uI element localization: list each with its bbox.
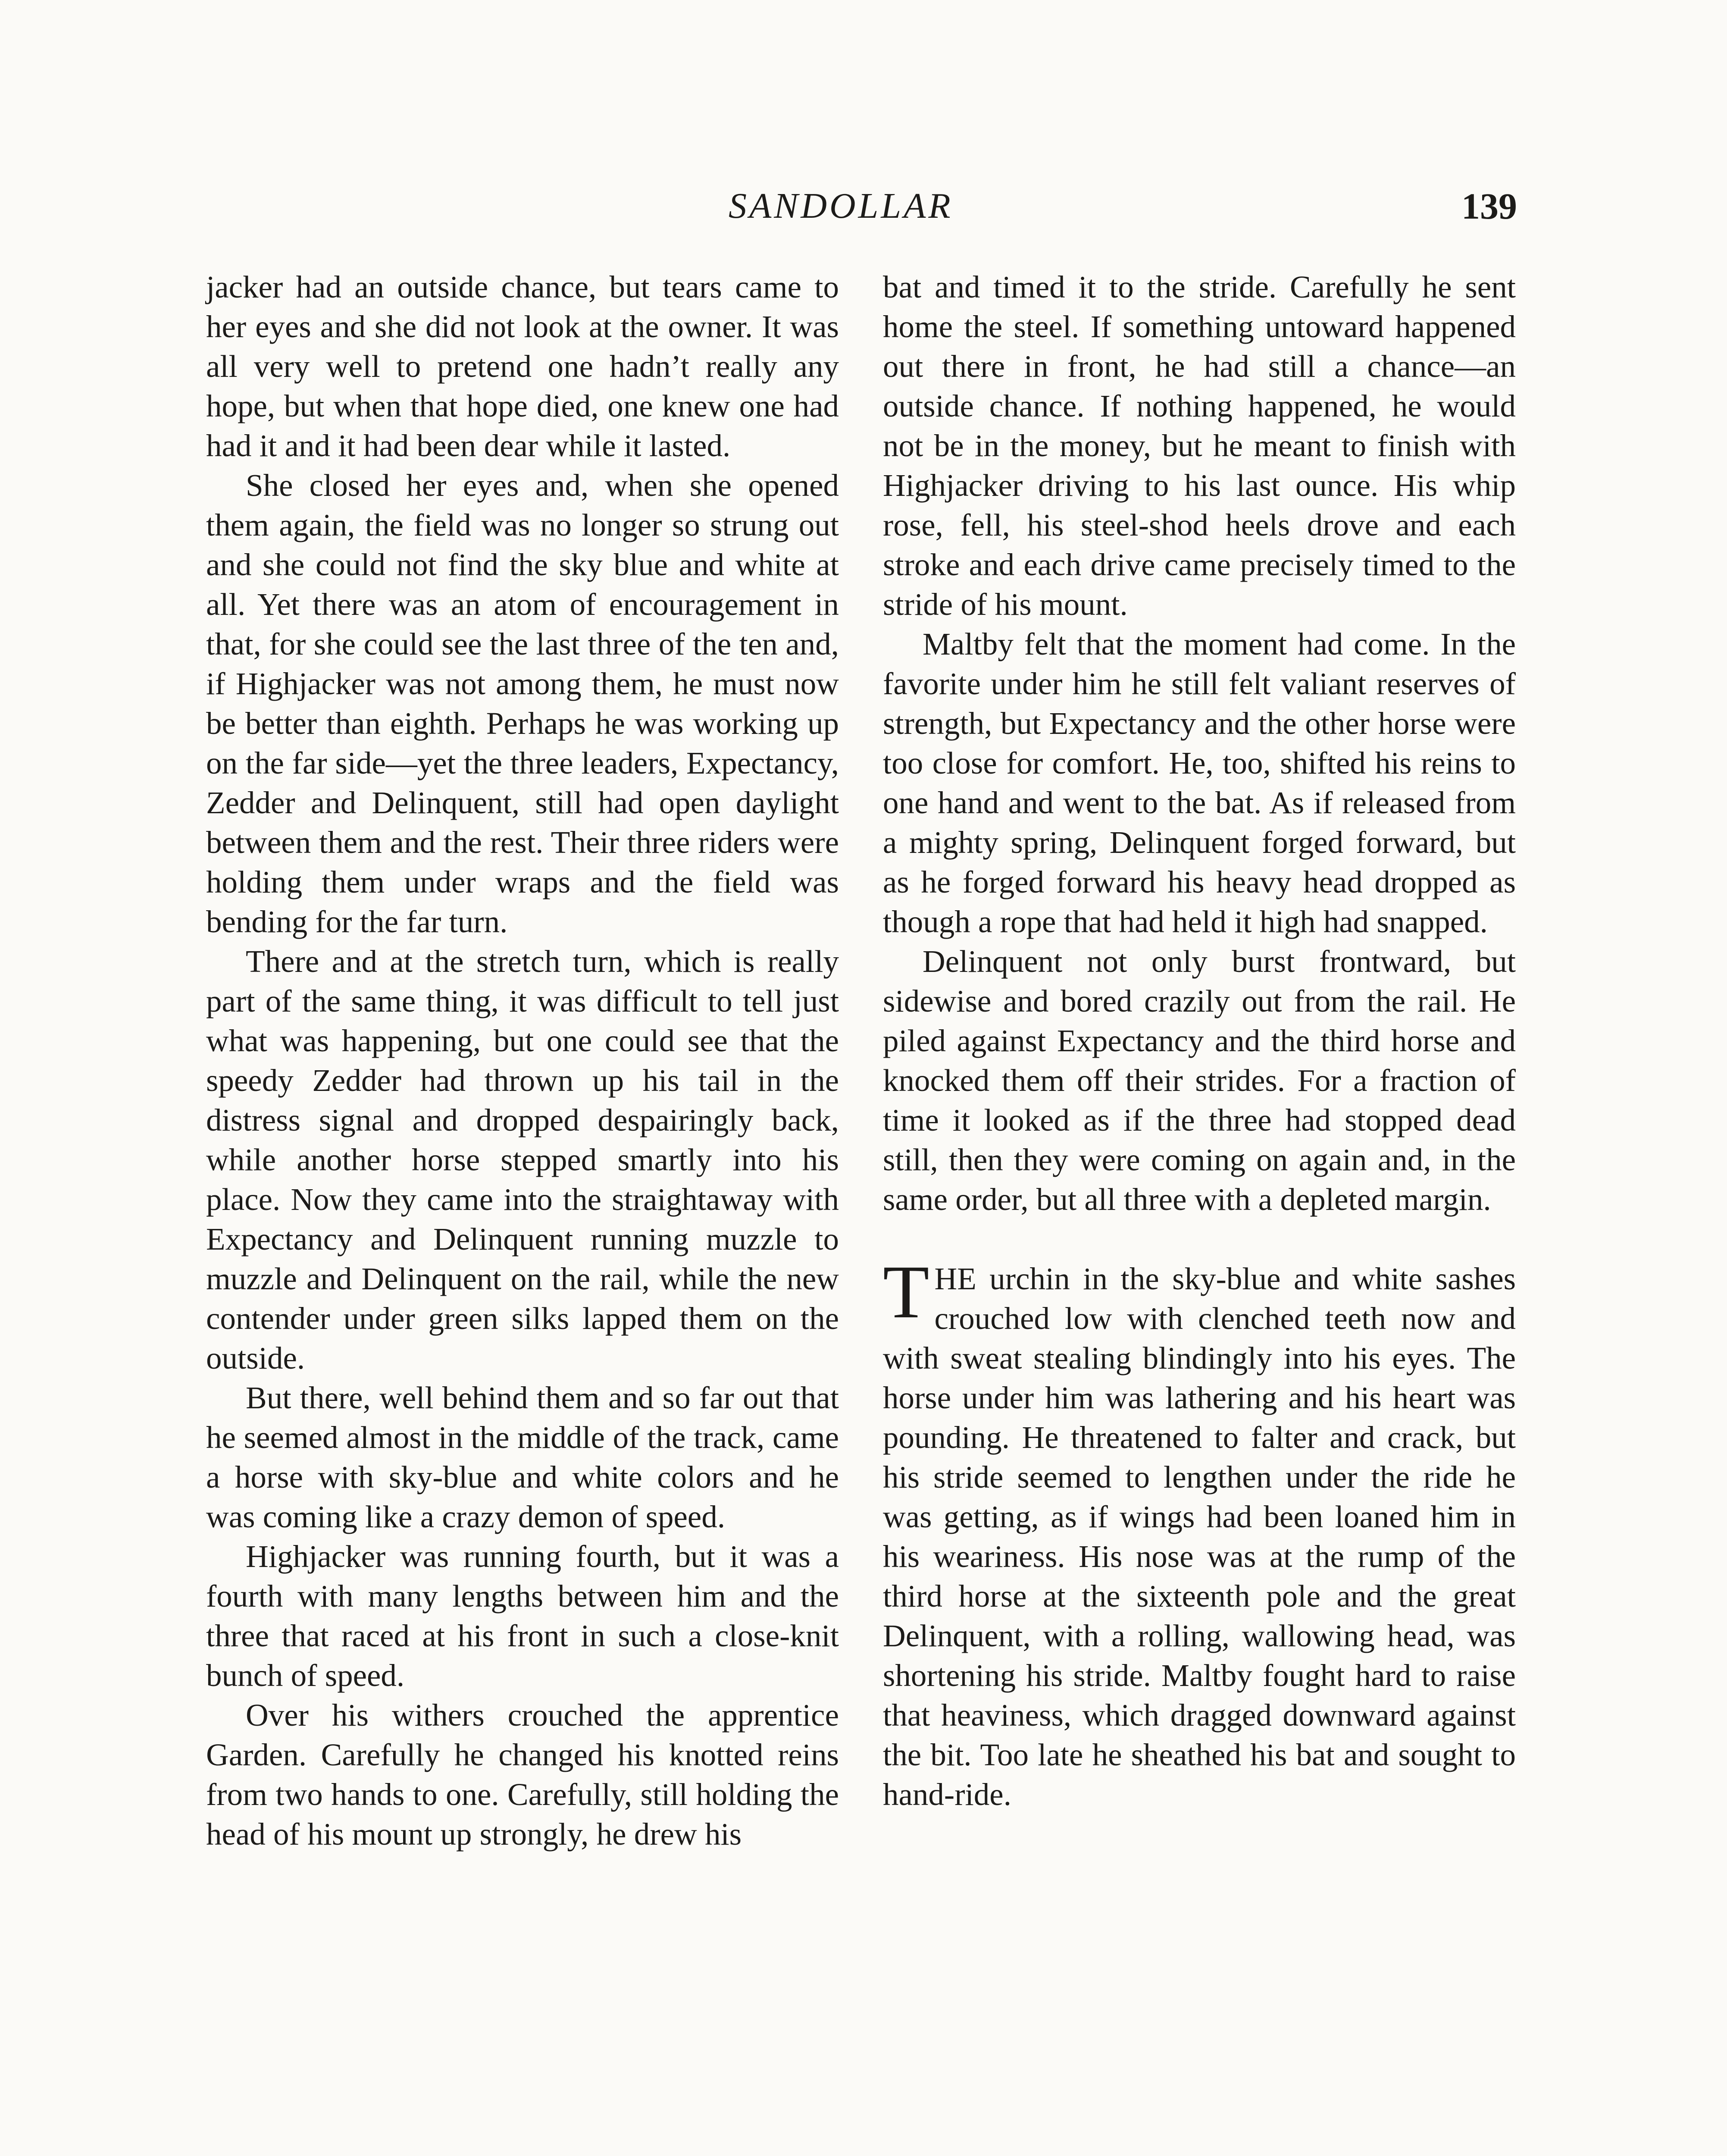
section-break [883,1219,1516,1259]
paragraph: Highjacker was running fourth, but it was a fourth with many lengths between him and the three that raced at his front in such a close-knit bunch of speed. [206,1539,839,1693]
paragraph: bat and timed it to the stride. Carefully he sent home the steel. If something untoward happened out there in front, he had still a chance—an outside chance. If nothing happened, he would not be in the money, but he meant to finish with Highjacker driving to his last ounce. His whip rose, fell, his steel-shod heels drove and each stroke and each drive came precisely timed to the stride of his mount. [883,270,1516,622]
paragraph: Maltby felt that the moment had come. In the favorite under him he still felt valiant reserves of strength, but Expectancy and the other horse were too close for comfort. He, too, shifted his reins to one hand and went to the bat. As if released from a mighty spring, Delinquent forged forward, but as he forged forward his heavy head dropped as though a rope that had held it high had snapped. [883,627,1516,939]
right-column [883,267,1516,1814]
section-text: HE urchin in the sky-blue and white sashes crouched low with clenched teeth now and with sweat stealing blindingly into his eyes. The horse under him was lathering and his heart was pounding. He threatened to falter and crack, but his stride seemed to lengthen under the ride he was getting, as if wings had been loaned him in his weariness. His nose was at the rump of the third horse at the sixteenth pole and the great Delinquent, with a rolling, wallowing head, was shortening his stride. Maltby fought hard to raise that heaviness, which dragged downward against the bit. Too late he sheathed his bat and sought to hand-ride. [883,1261,1516,1812]
left-column [206,267,839,1854]
paragraph: Delinquent not only burst frontward, but sidewise and bored crazily out from the rail. He piled against Expectancy and the third horse and knocked them off their strides. For a fraction of time it looked as if the three had stopped dead still, then they were coming on again and, in the same order, but all three with a depleted margin. [883,944,1516,1217]
paragraph: But there, well behind them and so far out that he seemed almost in the middle of the track, came a horse with sky-blue and white colors and he was coming like a crazy demon of speed. [206,1380,839,1534]
section-opening-paragraph [883,1250,1516,1814]
running-title: SANDOLLAR [729,186,953,226]
paragraph: Over his withers crouched the apprentice Garden. Carefully he changed his knotted reins from two hands to one. Carefully, still holding the head of his mount up strongly, he drew his [206,1698,839,1852]
page-number: 139 [1461,185,1517,227]
paragraph: She closed her eyes and, when she opened them again, the field was no longer so strung out and she could not find the sky blue and white at all. Yet there was an atom of encouragement in that, for she could see the last three of the ten and, if Highjacker was not among them, he must now be better than eighth. Perhaps he was working up on the far side—yet the three leaders, Expectancy, Zedder and Delinquent, still had open daylight between them and the rest. Their three riders were holding them under wraps and the field was bending for the far turn. [206,468,839,939]
running-head [0,180,1727,232]
paragraph: There and at the stretch turn, which is really part of the same thing, it was difficult to tell just what was happening, but one could see that the speedy Zedder had thrown up his tail in the distress signal and dropped despairingly back, while another horse stepped smartly into his place. Now they came into the straightaway with Expectancy and Delinquent running muzzle to muzzle and Delinquent on the rail, while the new contender under green silks lapped them on the outside. [206,944,839,1376]
drop-cap: T [883,1250,929,1334]
paragraph: jacker had an outside chance, but tears came to her eyes and she did not look at the owner. It was all very well to pretend one hadn’t really any hope, but when that hope died, one knew one had had it and it had been dear while it lasted. [206,270,839,463]
